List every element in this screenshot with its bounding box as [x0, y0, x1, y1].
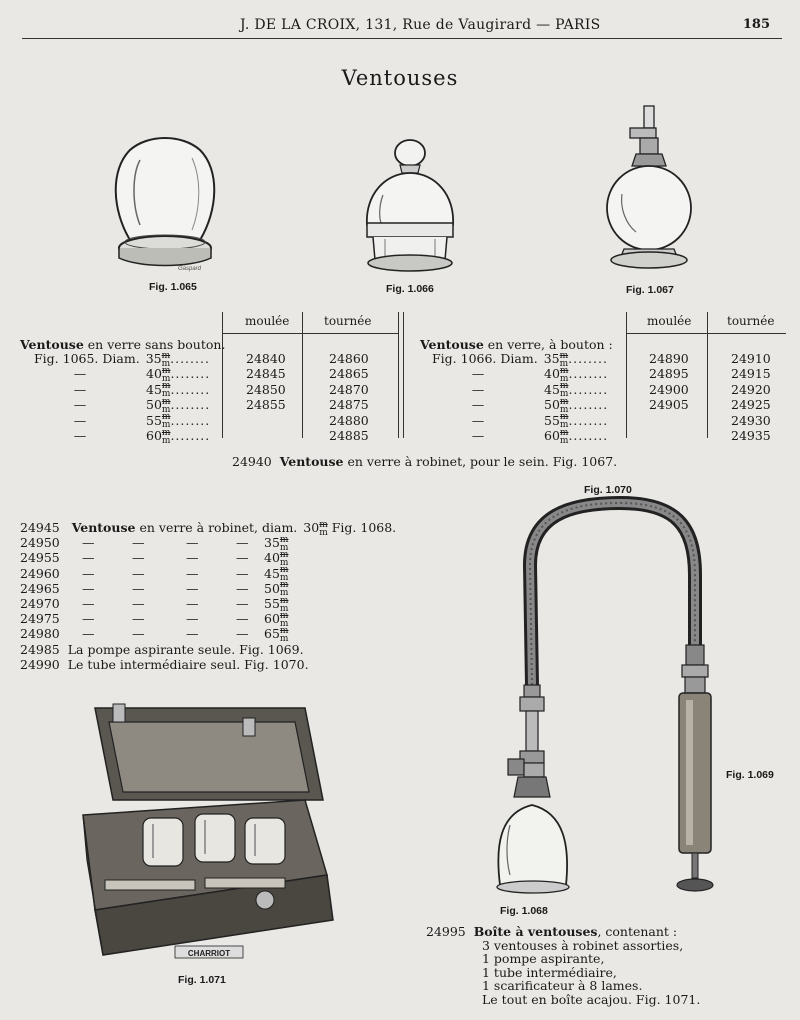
unit-bottom: m	[161, 435, 171, 446]
ditto-dash: —	[132, 535, 145, 551]
fig-1065-caption: Fig. 1.065	[149, 281, 197, 293]
breast-bold: Ventouse	[279, 454, 344, 469]
unit-bottom: m	[559, 420, 569, 431]
table-rule	[403, 312, 404, 438]
ditto-dash: —	[73, 397, 87, 413]
robinet-code: 24965	[20, 580, 60, 596]
ditto-dash: —	[82, 535, 95, 551]
row-diameter: 50	[146, 397, 162, 413]
diameter-row	[20, 397, 210, 414]
unit-bottom: m	[161, 358, 171, 369]
running-header	[0, 17, 800, 37]
unit-top: m	[279, 565, 289, 576]
ditto-dash: —	[82, 550, 95, 566]
robinet-diameter: 45	[264, 565, 280, 581]
leader-dots: ........	[170, 397, 211, 413]
maker-mark: CHARRIOT	[187, 949, 231, 958]
ditto-dash: —	[82, 626, 95, 642]
unit-bottom: m	[319, 527, 328, 538]
unit-bottom: m	[559, 358, 569, 369]
robinet-diameter: 60	[264, 611, 280, 627]
ditto-dash: —	[132, 596, 145, 611]
unit-top: m	[161, 365, 171, 376]
unit-bottom: m	[161, 373, 171, 384]
robinet-bold: Ventouse	[71, 520, 136, 535]
tube-text: Le tube intermédiaire seul. Fig. 1070.	[67, 656, 309, 672]
pump-text: La pompe aspirante seule. Fig. 1069.	[67, 641, 304, 657]
right-table-title	[420, 337, 613, 352]
diameter-row	[418, 397, 608, 414]
left-table-title	[20, 337, 225, 352]
leader-dots: ........	[170, 428, 211, 443]
table-rule	[626, 333, 786, 334]
price-code-moulee: 24840	[246, 351, 286, 366]
spacer	[60, 642, 68, 657]
breast-rest: en verre à robinet, pour le sein. Fig. 1067.	[343, 454, 618, 469]
robinet-code: 24960	[20, 565, 60, 581]
spacer	[60, 657, 68, 672]
leader-dots: ........	[568, 351, 608, 366]
left-col-header-tournee: tournée	[324, 314, 372, 328]
ditto-dash: —	[82, 596, 95, 611]
ditto-dash: —	[186, 565, 199, 581]
unit-top: m	[559, 412, 569, 423]
unit-top: m	[559, 396, 569, 407]
diameter-row	[418, 413, 608, 430]
price-code-tournee: 24930	[731, 412, 771, 428]
unit-top: m	[161, 412, 171, 423]
ditto-dash: —	[471, 412, 485, 428]
box-bold: Boîte à ventouses	[473, 924, 598, 939]
price-code-tournee: 24915	[731, 366, 771, 382]
diameter-row	[20, 366, 210, 383]
ditto-dash: —	[132, 611, 145, 627]
leader-dots: ........	[568, 412, 609, 428]
unit-top: m	[279, 610, 289, 621]
price-code-moulee: 24845	[246, 366, 286, 382]
row-diameter: 40	[544, 366, 560, 382]
unit-top: m	[161, 427, 171, 438]
price-code-moulee: 24900	[649, 381, 689, 397]
unit-top: m	[279, 534, 289, 545]
section-title: Ventouses	[341, 66, 459, 90]
price-code-moulee: 24890	[649, 351, 689, 366]
right-title-rest: en verre, à bouton :	[483, 337, 613, 352]
unit-top: m	[161, 396, 171, 407]
price-code-tournee: 24935	[731, 428, 771, 443]
unit-bottom: m	[279, 573, 289, 584]
robinet-diameter: 50	[264, 580, 280, 596]
fig-1071-caption: Fig. 1.071	[178, 974, 226, 986]
leader-dots: ........	[170, 381, 211, 397]
ditto-dash: —	[73, 428, 87, 443]
row-diameter: 40	[146, 366, 162, 382]
robinet-rest: en verre à robinet, diam.	[135, 520, 298, 535]
ditto-dash: —	[82, 580, 95, 596]
price-code-tournee: 24910	[731, 351, 771, 366]
row-diameter: 35	[543, 351, 560, 366]
row-diameter: 55	[146, 412, 162, 428]
spacer	[466, 924, 474, 939]
unit-bottom: m	[559, 404, 569, 415]
tube-code: 24990	[20, 656, 60, 672]
pump-entry	[20, 642, 304, 657]
row-diameter: 55	[544, 412, 560, 428]
tube-entry	[20, 657, 309, 672]
unit-bottom: m	[559, 373, 569, 384]
robinet-code: 24945	[20, 520, 60, 535]
row-diameter: 60	[146, 428, 162, 443]
table-rule	[626, 312, 627, 438]
unit-bottom: m	[279, 542, 289, 553]
diameter-row	[418, 382, 608, 399]
price-code-tournee: 24880	[329, 412, 369, 428]
ditto-dash: —	[186, 611, 199, 627]
robinet-code: 24980	[20, 626, 60, 642]
price-code-tournee: 24870	[329, 381, 369, 397]
row-diameter: 35	[145, 351, 162, 366]
box-content-line: 3 ventouses à robinet assorties,	[482, 937, 684, 953]
robinet-diameter: 55	[264, 596, 280, 611]
unit-top: m	[559, 381, 569, 392]
header-title: J. DE LA CROIX, 131, Rue de Vaugirard — PARIS	[240, 17, 601, 33]
left-title-rest: en verre sans bouton.	[83, 337, 226, 352]
ditto-dash: —	[236, 535, 249, 551]
ditto-dash: —	[471, 381, 485, 397]
box-content-line: 1 tube intermédiaire,	[482, 964, 617, 980]
price-code-moulee: 24850	[246, 381, 286, 397]
unit-symbol	[280, 627, 289, 643]
fig-1069-caption: Fig. 1.069	[726, 769, 774, 781]
unit-bottom: m	[559, 389, 569, 400]
unit-bottom: m	[559, 435, 569, 446]
price-code-tournee: 24920	[731, 381, 771, 397]
cupping-box-illustration	[65, 700, 340, 965]
page-number: 185	[742, 17, 770, 32]
row-diameter: 45	[146, 381, 162, 397]
box-content-line: Le tout en boîte acajou. Fig. 1071.	[482, 992, 701, 1007]
unit-top: m	[279, 580, 289, 591]
ditto-dash: —	[471, 428, 485, 443]
unit-bottom: m	[279, 588, 289, 599]
price-code-tournee: 24875	[329, 397, 369, 413]
robinet-diameter: 40	[264, 550, 280, 566]
price-code-tournee: 24885	[329, 428, 369, 443]
unit-bottom: m	[279, 557, 289, 568]
unit-top: m	[279, 549, 289, 560]
box-rest: , contenant :	[597, 924, 678, 939]
right-title-bold: Ventouse	[420, 337, 484, 352]
robinet-first-row	[20, 520, 396, 537]
pump-code: 24985	[20, 641, 60, 657]
unit-bottom: m	[161, 420, 171, 431]
diameter-row	[20, 428, 210, 445]
unit-bottom: m	[279, 633, 289, 644]
robinet-code: 24975	[20, 611, 60, 627]
leader-dots: ........	[170, 412, 211, 428]
left-col-header-moulee: moulée	[245, 314, 290, 328]
row-diameter: 45	[544, 381, 560, 397]
ditto-dash: —	[186, 535, 199, 551]
ditto-dash: —	[236, 596, 249, 611]
ditto-dash: —	[82, 611, 95, 627]
robinet-diameter-row	[264, 626, 288, 643]
ditto-dash: —	[236, 550, 249, 566]
fig-1070-caption: Fig. 1.070	[584, 484, 632, 496]
unit-top: m	[319, 519, 328, 530]
robinet-fig-ref: Fig. 1068.	[331, 520, 397, 535]
ditto-dash: —	[132, 550, 145, 566]
ditto-dash: —	[73, 366, 87, 382]
leader-dots: ........	[568, 366, 609, 382]
diameter-row	[20, 382, 210, 399]
right-col-header-moulee: moulée	[647, 314, 692, 328]
header-rule	[22, 38, 782, 39]
unit-bottom: m	[161, 404, 171, 415]
ditto-dash: —	[82, 565, 95, 581]
breast-cup-entry	[232, 454, 617, 469]
leader-dots: ........	[170, 366, 211, 382]
ditto-dash: —	[186, 596, 199, 611]
ditto-dash: —	[132, 565, 145, 581]
cup-without-knob-illustration	[100, 130, 230, 275]
row-prefix: Fig. 1065. Diam.	[34, 351, 140, 366]
box-content-line: 1 pompe aspirante,	[482, 951, 605, 967]
right-col-header-tournee: tournée	[727, 314, 775, 328]
ditto-dash: —	[186, 626, 199, 642]
pump-tube-cup-illustration	[480, 495, 730, 900]
ditto-dash: —	[236, 611, 249, 627]
spacer	[60, 520, 72, 535]
fig-1068-caption: Fig. 1.068	[500, 905, 548, 917]
ditto-dash: —	[132, 626, 145, 642]
leader-dots: ........	[568, 428, 609, 443]
ditto-dash: —	[186, 580, 199, 596]
price-code-tournee: 24925	[731, 397, 771, 413]
price-code-moulee: 24855	[246, 397, 286, 413]
ditto-dash: —	[471, 397, 485, 413]
diameter-row	[20, 413, 210, 430]
ditto-dash: —	[236, 565, 249, 581]
diameter-row	[418, 428, 608, 445]
robinet-diameter: 65	[264, 626, 280, 642]
table-rule	[707, 312, 708, 438]
table-rule	[398, 312, 399, 438]
unit-symbol	[319, 521, 328, 537]
left-title-bold: Ventouse	[20, 337, 84, 352]
fig-1067-caption: Fig. 1.067	[626, 284, 674, 296]
robinet-code: 24970	[20, 596, 60, 611]
fig-1066-caption: Fig. 1.066	[386, 283, 434, 295]
ditto-dash: —	[471, 366, 485, 382]
robinet-code: 24950	[20, 535, 60, 551]
ditto-dash: —	[236, 580, 249, 596]
box-code: 24995	[426, 924, 466, 939]
svg-text:Gaspard: Gaspard	[178, 266, 202, 272]
robinet-diameter: 35	[264, 535, 280, 551]
cup-with-knob-illustration	[355, 135, 465, 280]
ditto-dash: —	[236, 626, 249, 642]
row-prefix: Fig. 1066. Diam.	[432, 351, 538, 366]
unit-top: m	[279, 595, 289, 606]
breast-cup-illustration	[600, 104, 700, 279]
table-rule	[302, 312, 303, 438]
price-code-tournee: 24865	[329, 366, 369, 382]
ditto-dash: —	[73, 412, 87, 428]
table-rule	[222, 312, 223, 438]
table-rule	[222, 333, 398, 334]
row-diameter: 60	[544, 428, 560, 443]
unit-bottom: m	[279, 603, 289, 614]
leader-dots: ........	[568, 381, 609, 397]
unit-top: m	[279, 625, 289, 636]
robinet-code: 24955	[20, 550, 60, 566]
row-diameter: 50	[544, 397, 560, 413]
unit-top: m	[559, 427, 569, 438]
price-code-moulee: 24905	[649, 397, 689, 413]
unit-top: m	[161, 350, 171, 361]
leader-dots: ........	[170, 351, 210, 366]
box-content-line: 1 scarificateur à 8 lames.	[482, 978, 643, 994]
price-code-moulee: 24895	[649, 366, 689, 382]
unit-bottom: m	[161, 389, 171, 400]
unit-top: m	[161, 381, 171, 392]
unit-top: m	[559, 350, 569, 361]
unit-bottom: m	[279, 618, 289, 629]
unit-top: m	[559, 365, 569, 376]
leader-dots: ........	[568, 397, 609, 413]
ditto-dash: —	[186, 550, 199, 566]
breast-code: 24940	[232, 454, 272, 469]
price-code-tournee: 24860	[329, 351, 369, 366]
diameter-row	[418, 366, 608, 383]
robinet-diameter: 30	[303, 520, 320, 535]
ditto-dash: —	[132, 580, 145, 596]
ditto-dash: —	[73, 381, 87, 397]
